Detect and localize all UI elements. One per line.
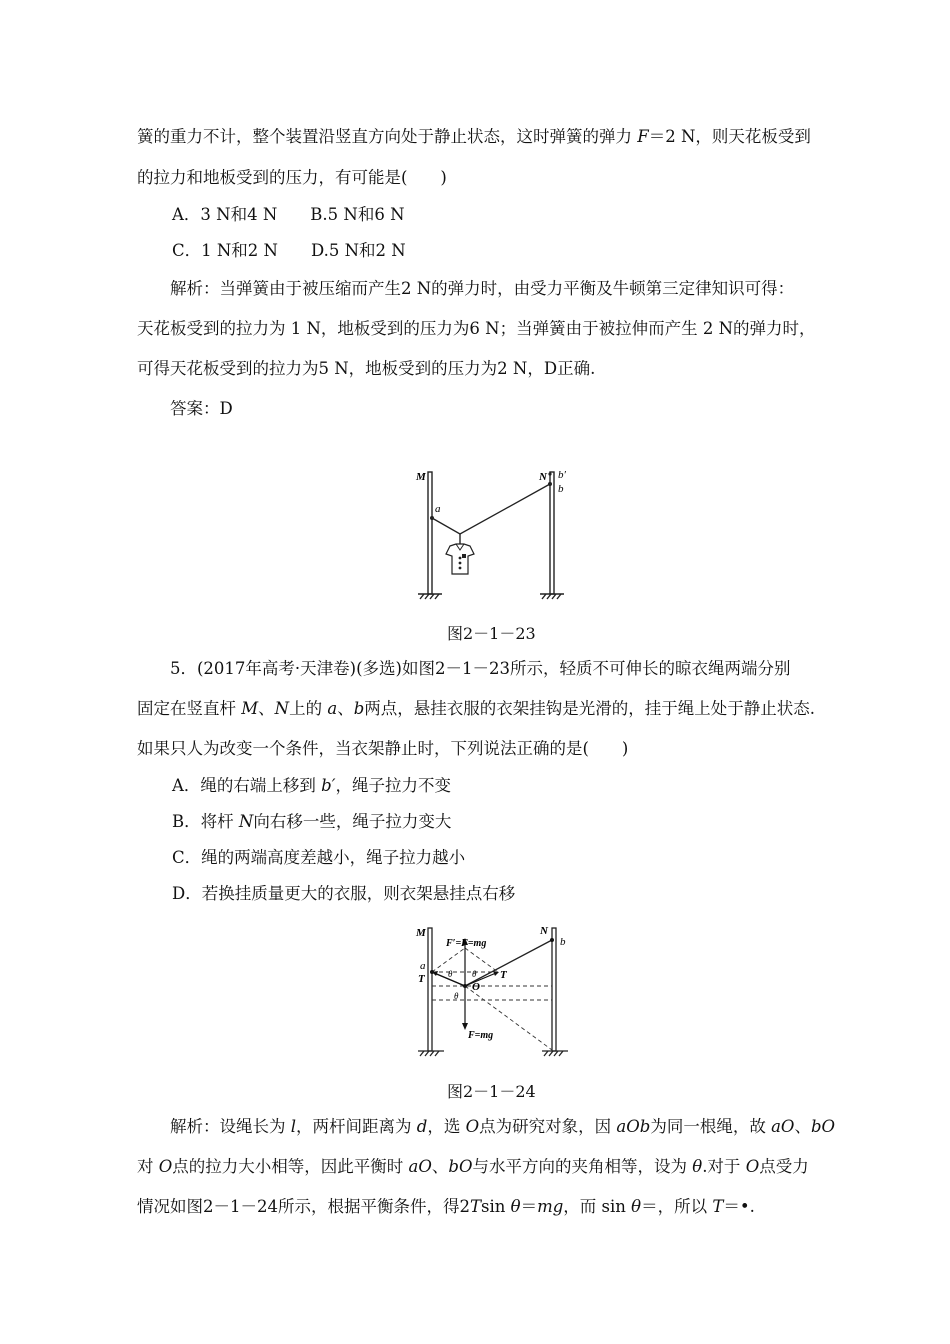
text-run: 向右移一些，绳子拉力变大 bbox=[253, 812, 452, 831]
text-run: 簧的重力不计，整个装置沿竖直方向处于静止状态，这时弹簧的弹力 bbox=[137, 127, 638, 146]
text-run: 点受力 bbox=[759, 1157, 809, 1176]
text-run: .对于 bbox=[702, 1157, 746, 1176]
figure-2-1-23 bbox=[410, 462, 580, 604]
ground-hatch-right bbox=[542, 1051, 568, 1056]
label-O: O bbox=[472, 981, 480, 993]
var-T: T bbox=[470, 1197, 482, 1216]
label-F-prime: F′=F=mg bbox=[446, 938, 487, 949]
var-l: l bbox=[290, 1117, 297, 1136]
label-M: M bbox=[416, 471, 426, 483]
var-a: a bbox=[327, 699, 338, 718]
q4-answer: 答案：D bbox=[170, 399, 233, 418]
var-mg: mg bbox=[537, 1197, 564, 1216]
label-N: N bbox=[539, 471, 547, 483]
ground-hatch-left bbox=[418, 1051, 444, 1056]
var-T: T bbox=[712, 1197, 724, 1216]
text-run: ＝2 N，则天花板受到 bbox=[648, 127, 811, 146]
var-bO: bO bbox=[448, 1157, 473, 1176]
q5-option-d: D．若换挂质量更大的衣服，则衣架悬挂点右移 bbox=[172, 884, 516, 903]
q5-line-3: 如果只人为改变一个条件，当衣架静止时，下列说法正确的是( ) bbox=[137, 739, 629, 758]
var-O: O bbox=[465, 1117, 480, 1136]
var-O: O bbox=[158, 1157, 173, 1176]
q4-options-cd: C．1 N和2 N D.5 N和2 N bbox=[172, 241, 406, 260]
var-O: O bbox=[745, 1157, 760, 1176]
var-theta: θ bbox=[631, 1197, 642, 1216]
text-run: ，而 sin bbox=[563, 1197, 632, 1216]
text-run: ，绳子拉力不变 bbox=[335, 776, 451, 795]
text-run: 点的拉力大小相等，因此平衡时 bbox=[172, 1157, 409, 1176]
figure-2-1-23-caption: 图2－1－23 bbox=[447, 624, 536, 643]
text-run: ＝，所以 bbox=[641, 1197, 713, 1216]
q5-option-c: C．绳的两端高度差越小，绳子拉力越小 bbox=[172, 848, 466, 867]
var-N: N bbox=[274, 699, 290, 718]
q4-solution-1: 解析：当弹簧由于被压缩而产生2 N的弹力时，由受力平衡及牛顿第三定律知识可得： bbox=[170, 279, 795, 298]
var-b: b bbox=[353, 699, 365, 718]
var-M: M bbox=[241, 699, 259, 718]
text-run: ＝•. bbox=[723, 1197, 755, 1216]
text-run: 为同一根绳，故 bbox=[650, 1117, 772, 1136]
var-d: d bbox=[416, 1117, 428, 1136]
text-run: 与水平方向的夹角相等，设为 bbox=[472, 1157, 693, 1176]
q4-line-2: 的拉力和地板受到的压力，有可能是( ) bbox=[137, 168, 447, 187]
text-run: sin bbox=[481, 1197, 511, 1216]
var-b-prime: b′ bbox=[321, 776, 336, 795]
figure-2-1-24 bbox=[410, 920, 582, 1062]
text-run: 、 bbox=[258, 699, 275, 718]
q5-line-2 bbox=[137, 698, 815, 720]
pole-N bbox=[552, 928, 556, 1051]
solution5-line-3 bbox=[137, 1196, 755, 1218]
q4-solution-3: 可得天花板受到的拉力为5 N，地板受到的压力为2 N，D正确. bbox=[137, 359, 596, 378]
text-run: 两点，悬挂衣服的衣架挂钩是光滑的，挂于绳上处于静止状态. bbox=[364, 699, 815, 718]
label-theta-1: θ bbox=[448, 969, 453, 979]
label-b: b bbox=[558, 483, 564, 495]
text-run: 解析：设绳长为 bbox=[170, 1117, 291, 1136]
label-N: N bbox=[540, 925, 548, 937]
var-aOb: aOb bbox=[616, 1117, 651, 1136]
text-run: A．绳的右端上移到 bbox=[172, 776, 322, 795]
var-F: F bbox=[637, 127, 649, 146]
q5-option-a bbox=[172, 775, 451, 797]
text-run: 对 bbox=[137, 1157, 159, 1176]
q4-line-1 bbox=[137, 126, 811, 148]
solution5-line-1 bbox=[170, 1116, 835, 1138]
var-aO: aO bbox=[771, 1117, 795, 1136]
label-T-right: T bbox=[500, 969, 507, 981]
q5-option-b bbox=[172, 811, 451, 833]
ground-hatch-right bbox=[540, 594, 564, 599]
text-run: ＝ bbox=[520, 1197, 538, 1216]
text-run: ，选 bbox=[427, 1117, 466, 1136]
text-run: B．将杆 bbox=[172, 812, 239, 831]
text-run: 情况如图2－1－24所示，根据平衡条件，得2 bbox=[137, 1197, 470, 1216]
var-N: N bbox=[238, 812, 254, 831]
label-theta-2: θ bbox=[472, 969, 477, 979]
q4-solution-2: 天花板受到的拉力为 1 N，地板受到的压力为6 N；当弹簧由于被拉伸而产生 2 N的弹力时， bbox=[137, 319, 816, 338]
text-run: 点为研究对象，因 bbox=[479, 1117, 617, 1136]
label-M: M bbox=[416, 927, 426, 939]
pole-N bbox=[550, 472, 554, 594]
label-a: a bbox=[420, 960, 426, 972]
label-a: a bbox=[435, 503, 441, 515]
label-theta-3: θ bbox=[454, 991, 459, 1001]
solution5-line-2 bbox=[137, 1156, 809, 1178]
text-run: 、 bbox=[337, 699, 354, 718]
pole-M bbox=[428, 928, 432, 1051]
figure-2-1-24-caption: 图2－1－24 bbox=[447, 1082, 536, 1101]
label-F-mg: F=mg bbox=[468, 1030, 494, 1041]
text-run: 固定在竖直杆 bbox=[137, 699, 242, 718]
clothesline-rope bbox=[432, 484, 550, 534]
arrow-T-right bbox=[465, 973, 496, 986]
var-bO: bO bbox=[810, 1117, 836, 1136]
text-run: 、 bbox=[794, 1117, 811, 1136]
var-aO: aO bbox=[408, 1157, 432, 1176]
pole-M bbox=[428, 472, 432, 594]
text-run: 、 bbox=[431, 1157, 449, 1176]
label-T-left: T bbox=[418, 973, 425, 985]
var-theta: θ bbox=[510, 1197, 521, 1216]
var-theta: θ bbox=[692, 1157, 703, 1176]
q4-options-ab: A．3 N和4 N B.5 N和6 N bbox=[172, 205, 405, 224]
q5-line-1: 5．(2017年高考·天津卷)(多选)如图2－1－23所示，轻质不可伸长的晾衣绳两端分别 bbox=[170, 659, 791, 678]
label-b: b bbox=[560, 936, 566, 948]
text-run: ，两杆间距离为 bbox=[296, 1117, 417, 1136]
text-run: 上的 bbox=[289, 699, 328, 718]
label-b-prime: b′ bbox=[558, 469, 566, 481]
ground-hatch-left bbox=[418, 594, 442, 599]
